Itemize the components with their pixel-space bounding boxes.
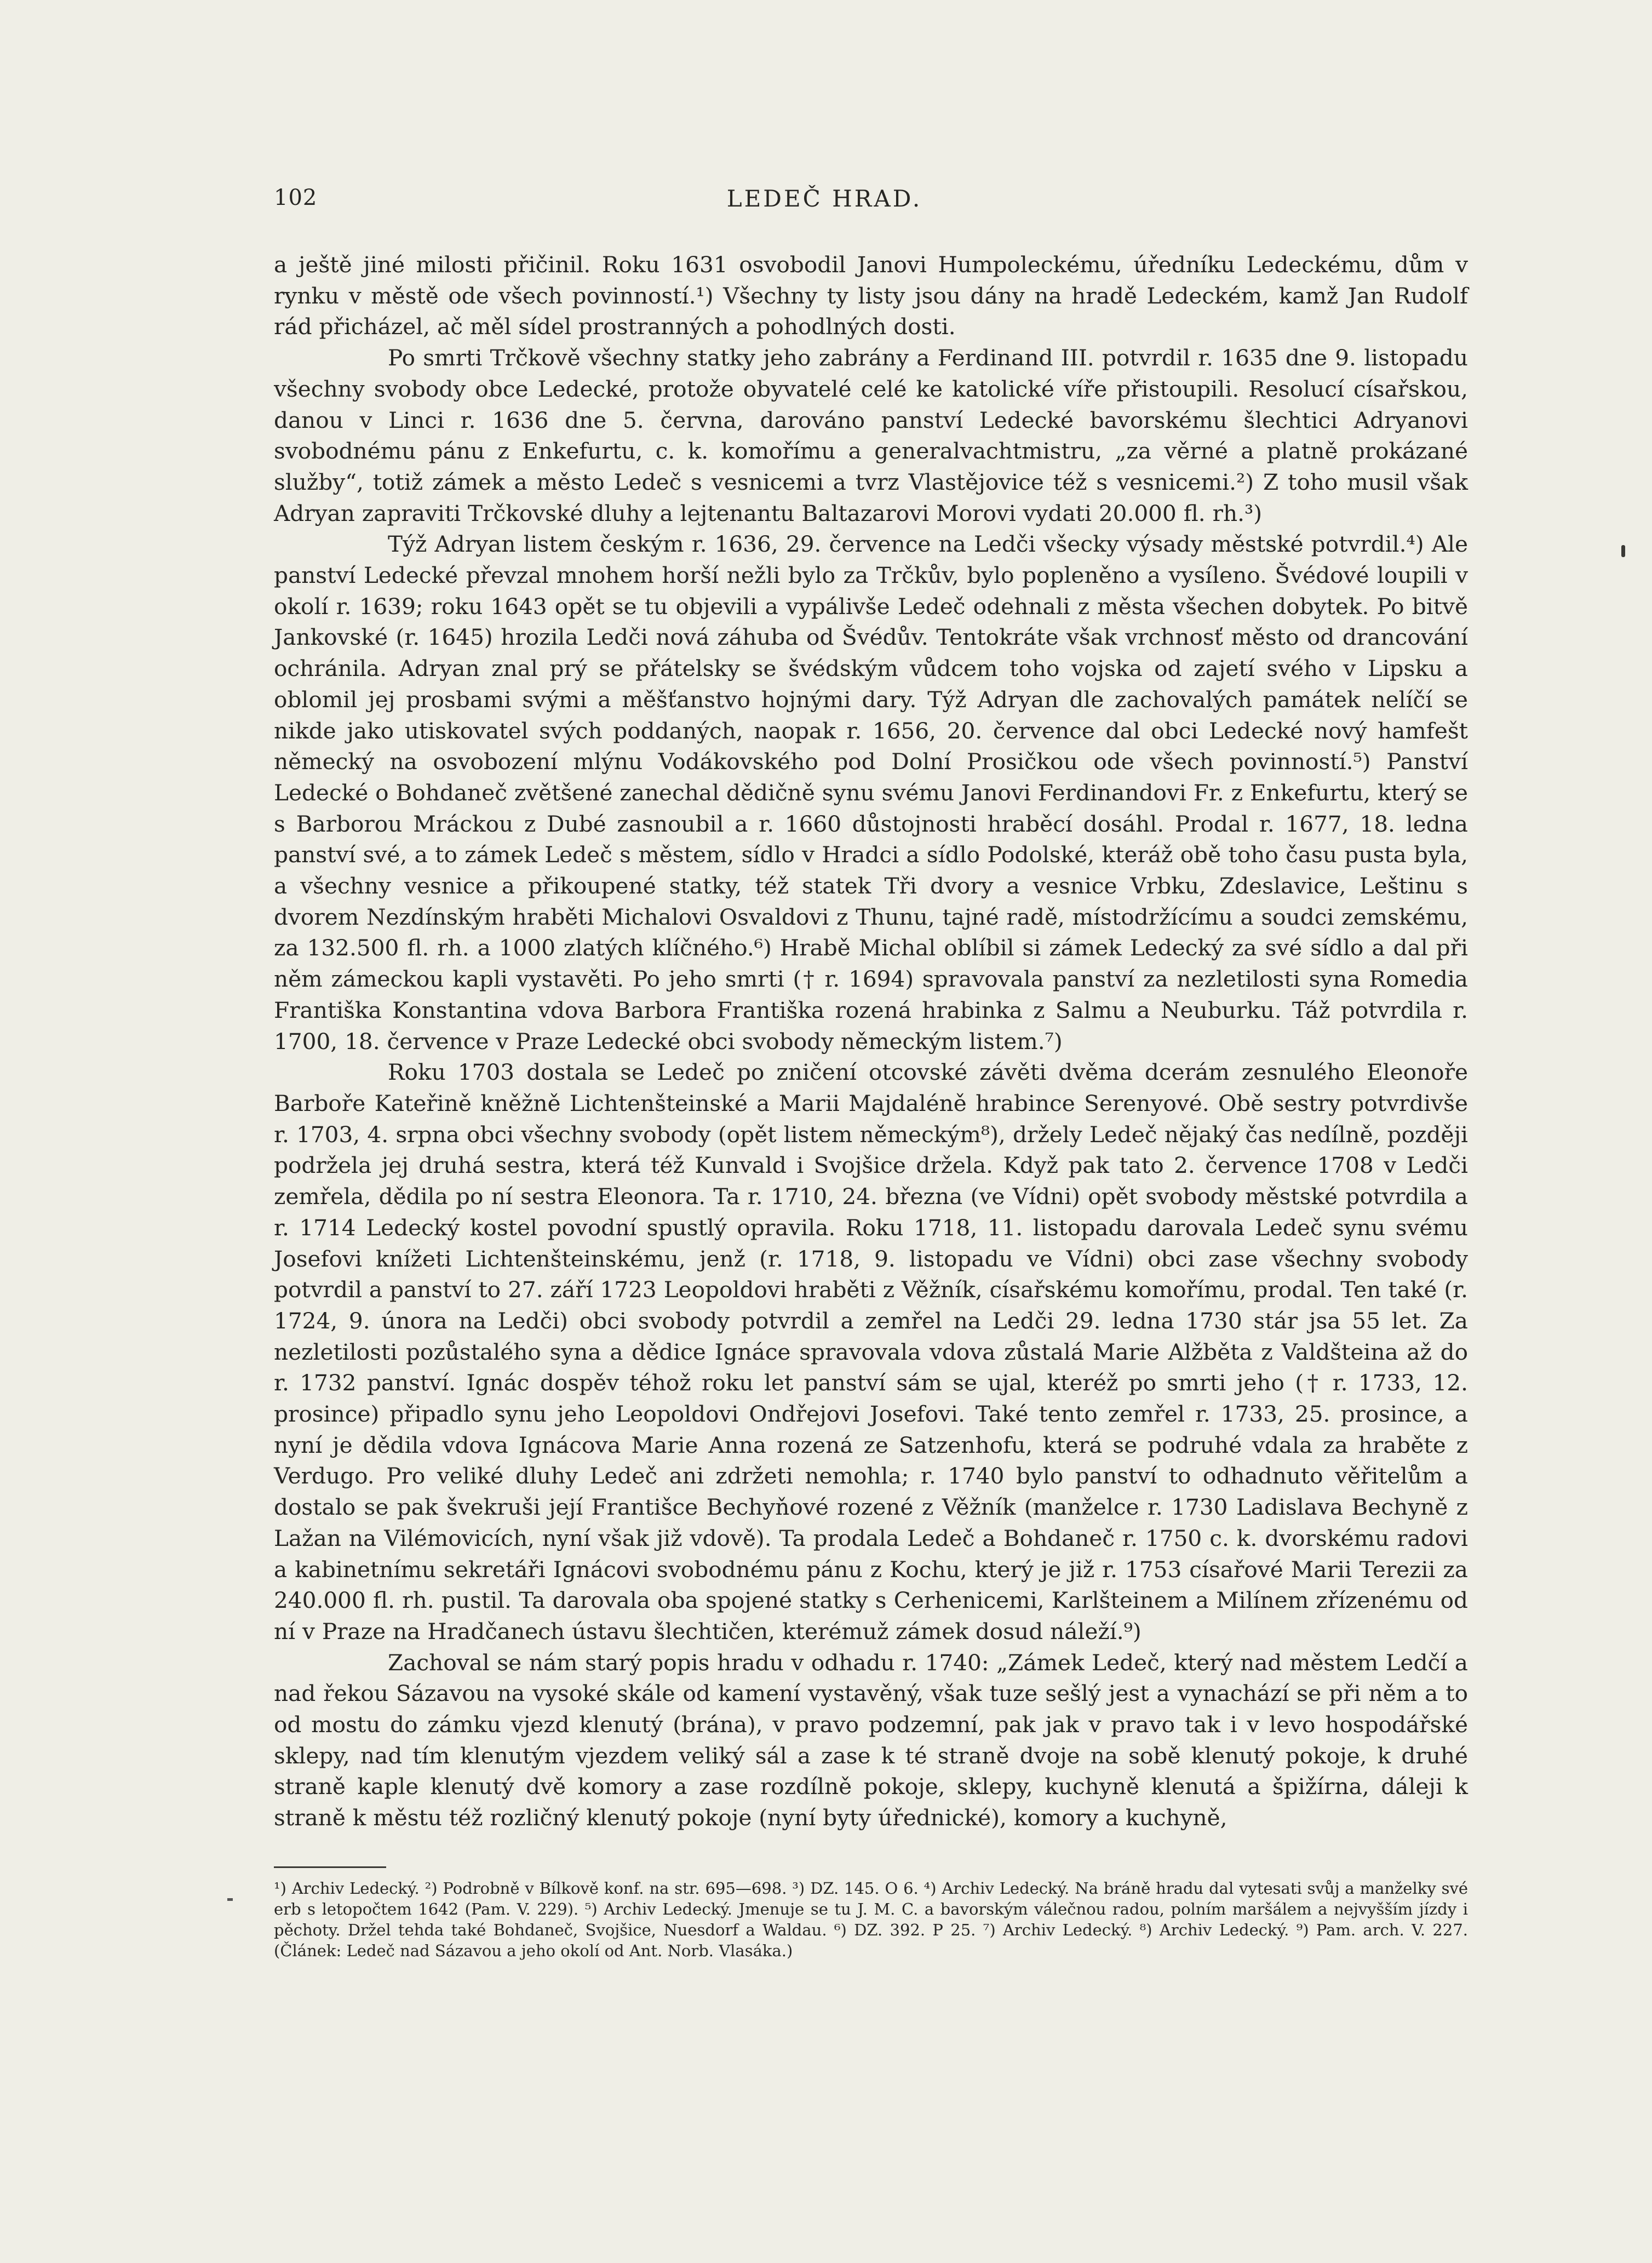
- paragraph-1: a ještě jiné milosti přičinil. Roku 1631 osvobodil Janovi Humpoleckému, úředníku Ledeckému, dům v rynku v městě ode všech povinností.¹) Všechny ty listy jsou dány na hradě Ledeckém, kamž Jan Rudolf rád přicházel, ač měl sídel prostranných a pohodlných dosti.: [274, 251, 1468, 340]
- page-header: [274, 185, 1375, 218]
- paragraph-3: Týž Adryan listem českým r. 1636, 29. července na Ledči všecky výsady městské potvrdil.⁴) Ale panství Ledecké převzal mnohem horší nežli bylo za Trčkův, bylo popleněno a vysíleno. Švédové loupili v okolí r. 1639; roku 1643 opět se tu objevili a vypálivše Ledeč odehnali z města všechen dobytek. Po bitvě Jankovské (r. 1645) hrozila Ledči nová záhuba od Švédův. Tentokráte však vrchnosť město od drancování ochránila. Adryan znal prý se přátelsky se švédským vůdcem toho vojska od zajetí svého v Lipsku a oblomil jej prosbami svými a měšťanstvo hojnými dary. Týž Adryan dle zachovalých památek nelíčí se nikde jako utiskovatel svých poddaných, naopak r. 1656, 20. července dal obci Ledecké nový hamfešt německý na osvobození mlýnu Vodákovského pod Dolní Prosičkou ode všech povinností.⁵) Panství Ledecké o Bohdaneč zvětšené zanechal dědičně synu svému Janovi Ferdinandovi Fr. z Enkefurtu, který se s Barborou Mráckou z Dubé zasnoubil a r. 1660 důstojnosti hraběcí dosáhl. Prodal r. 1677, 18. ledna panství své, a to zámek Ledeč s městem, sídlo v Hradci a sídlo Podolské, kteráž obě toho času pusta byla, a všechny vesnice a přikoupené statky, též statek Tři dvory a vesnice Vrbku, Zdeslavice, Leštinu s dvorem Nezdínským hraběti Michalovi Osvaldovi z Thunu, tajné radě, místodržícímu a soudci zemskému, za 132.500 fl. rh. a 1000 zlatých klíčného.⁶) Hrabě Michal oblíbil si zámek Ledecký za své sídlo a dal při něm zámeckou kapli vystavěti. Po jeho smrti († r. 1694) spravovala panství za nezletilosti syna Romedia Františka Konstantina vdova Barbora Františka rozená hrabinka z Salmu a Neuburku. Táž potvrdila r. 1700, 18. července v Praze Ledecké obci svobody německým listem.⁷): [274, 531, 1468, 1055]
- footnote-text: ¹) Archiv Ledecký. ²) Podrobně v Bílkově konf. na str. 695—698. ³) DZ. 145. O 6. ⁴) Archiv Ledecký. Na bráně hradu dal vytesati svůj a manželky své erb s letopočtem 1642 (Pam. V. 229). ⁵) Archiv Ledecký. Jmenuje se tu J. M. C. a bavorským válečnou radou, polním maršálem a nejvyšším jízdy i pěchoty. Držel tehda také Bohdaneč, Svojšice, Nuesdorf a Waldau. ⁶) DZ. 392. P 25. ⁷) Archiv Ledecký. ⁸) Archiv Ledecký. ⁹) Pam. arch. V. 227. (Článek: Ledeč nad Sázavou a jeho okolí od Ant. Norb. Vlasáka.): [274, 1879, 1468, 1960]
- body-text: [274, 249, 1468, 1834]
- margin-dot: [227, 1898, 233, 1901]
- paragraph-5: Zachoval se nám starý popis hradu v odhadu r. 1740: „Zámek Ledeč, který nad městem Ledčí a nad řekou Sázavou na vysoké skále od kamení vystavěný, však tuze sešlý jest a vynachází se při něm a to od mostu do zámku vjezd klenutý (brána), v pravo podzemní, pak jak v pravo tak i v levo hospodářské sklepy, nad tím klenutým vjezdem veliký sál a zase k té straně dvoje na sobě klenutý pokoje, k druhé straně kaple klenutý dvě komory a zase rozdílně pokoje, sklepy, kuchyně klenutá a špižírna, dáleji k straně k městu též rozličný klenutý pokoje (nyní byty úřednické), komory a kuchyně,: [274, 1649, 1468, 1831]
- paragraph-4: Roku 1703 dostala se Ledeč po zničení otcovské závěti dvěma dcerám zesnulého Eleonoře Barboře Kateřině kněžně Lichtenšteinské a Marii Majdaléně hrabince Serenyové. Obě sestry potvrdivše r. 1703, 4. srpna obci všechny svobody (opět listem německým⁸), držely Ledeč nějaký čas nedílně, později podržela jej druhá sestra, která též Kunvald i Svojšice držela. Když pak tato 2. července 1708 v Ledči zemřela, dědila po ní sestra Eleonora. Ta r. 1710, 24. března (ve Vídni) opět svobody městské potvrdila a r. 1714 Ledecký kostel povodní spustlý opravila. Roku 1718, 11. listopadu darovala Ledeč synu svému Josefovi knížeti Lichtenšteinskému, jenž (r. 1718, 9. listopadu ve Vídni) obci zase všechny svobody potvrdil a panství to 27. září 1723 Leopoldovi hraběti z Věžník, císařskému komořímu, prodal. Ten také (r. 1724, 9. února na Ledči) obci svobody potvrdil a zemřel na Ledči 29. ledna 1730 stár jsa 55 let. Za nezletilosti pozůstalého syna a dědice Ignáce spravovala vdova zůstalá Marie Alžběta z Valdšteina až do r. 1732 panství. Ignác dospěv téhož roku let panství sám se ujal, kteréž po smrti jeho († r. 1733, 12. prosince) připadlo synu jeho Leopoldovi Ondřejovi Josefovi. Také tento zemřel r. 1733, 25. prosince, a nyní je dědila vdova Ignácova Marie Anna rozená ze Satzenhofu, která se podruhé vdala za hraběte z Verdugo. Pro veliké dluhy Ledeč ani zdržeti nemohla; r. 1740 bylo panství to odhadnuto věřitelům a dostalo se pak švekruši její Františce Bechyňové rozené z Věžník (manželce r. 1730 Ladislava Bechyně z Lažan na Vilémovicích, nyní však již vdově). Ta prodala Ledeč a Bohdaneč r. 1750 c. k. dvorskému radovi a kabinetnímu sekretáři Ignácovi svobodnému pánu z Kochu, který je již r. 1753 císařové Marii Terezii za 240.000 fl. rh. pustil. Ta darovala oba spojené statky s Cerhenicemi, Karlšteinem a Milínem zřízenému od ní v Praze na Hradčanech ústavu šlechtičen, kterémuž zámek dosud náleží.⁹): [274, 1059, 1468, 1645]
- margin-mark: [1621, 545, 1625, 557]
- footnotes: [274, 1878, 1468, 1961]
- footnote-rule: [274, 1866, 386, 1868]
- page-number: 102: [274, 185, 318, 210]
- paragraph-2: Po smrti Trčkově všechny statky jeho zabrány a Ferdinand III. potvrdil r. 1635 dne 9. listopadu všechny svobody obce Ledecké, protože obyvatelé celé ke katolické víře přistoupili. Resolucí císařskou, danou v Linci r. 1636 dne 5. června, darováno panství Ledecké bavorskému šlechtici Adryanovi svobodnému pánu z Enkefurtu, c. k. komořímu a generalvachtmistru, „za věrné a platně prokázané služby“, totiž zámek a město Ledeč s vesnicemi a tvrz Vlastějovice též s vesnicemi.²) Z toho musil však Adryan zapraviti Trčkovské dluhy a lejtenantu Baltazarovi Morovi vydati 20.000 fl. rh.³): [274, 345, 1468, 526]
- running-head: LEDEČ HRAD.: [726, 185, 922, 212]
